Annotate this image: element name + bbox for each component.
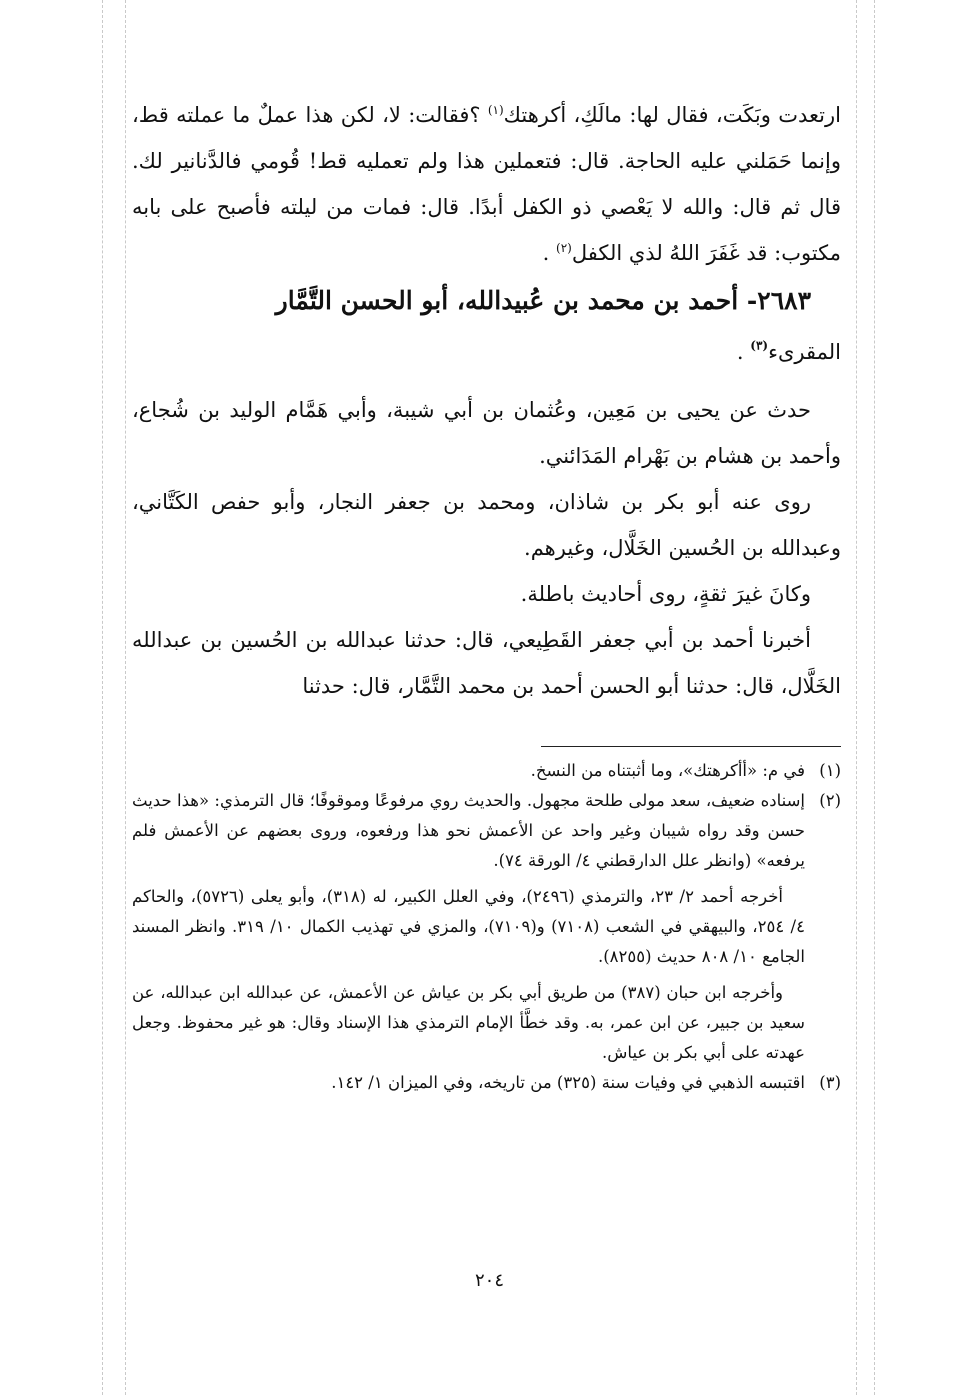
text-segment: . bbox=[542, 241, 556, 265]
footnote-3 bbox=[132, 1068, 841, 1098]
scan-artifact-line bbox=[874, 0, 875, 1395]
footnote-2 bbox=[132, 786, 841, 1068]
footnote-body bbox=[132, 786, 805, 1068]
footnote-number: (١) bbox=[819, 761, 841, 780]
entry-title-tail: المقرىء bbox=[768, 340, 841, 364]
main-text bbox=[132, 92, 841, 709]
entry-heading-tail bbox=[132, 326, 841, 377]
footnote-number: (٢) bbox=[819, 791, 841, 810]
page-number: ٢٠٤ bbox=[474, 1270, 504, 1291]
footnote-paragraph: وأخرجه ابن حبان (٣٨٧) من طريق أبي بكر بن عياش عن الأعمش، عن عبدالله ابن عبدالله، عن سعيد بن جبير، عن ابن عمر، به. وقد خطَّأ الإمام الترمذي هذا الإسناد وقال: هو غير محفوظ. وجعل عهدته على أبي بكر بن عياش. bbox=[132, 983, 805, 1062]
footnote-ref-2: (٢) bbox=[556, 241, 572, 255]
footnote-ref-1: (١) bbox=[487, 103, 504, 117]
paragraph-continuation bbox=[132, 92, 841, 276]
footnote-number: (٣) bbox=[819, 1073, 841, 1092]
paragraph-teachers: حدث عن يحيى بن مَعِين، وعُثمان بن أبي شيبة، وأبي هَمَّام الوليد بن شُجاع، وأحمد بن هشام بن بَهْرام المَدَائني. bbox=[132, 398, 841, 468]
scan-artifact-line bbox=[125, 0, 126, 1395]
scan-artifact-line bbox=[856, 0, 857, 1395]
text-segment: ؟فقالت: لا، لكن هذا عملٌ ما عملته قط، وإنما حَمَلني عليه الحاجة. قال: فتعملين هذا ولم تعمليه قط! قُومي فالدَّنانير لك. قال ثم قال: والله لا يَعْصي ذو الكفل أبدًا. قال: فمات من ليلته فأصبح على بابه مكتوب: قد غَفَرَ اللهُ لذي الكفل bbox=[132, 103, 841, 265]
footnote-ref-3: (٣) bbox=[750, 338, 769, 353]
footnote-body bbox=[132, 756, 805, 786]
text-segment: . bbox=[736, 340, 751, 364]
text-segment: ارتعدت وبَكَت، فقال لها: مالَكِ، أكرهتك bbox=[503, 103, 841, 127]
footnote-body bbox=[132, 1068, 805, 1098]
footnote-paragraph: أخرجه أحمد ٢/ ٢٣، والترمذي (٢٤٩٦)، وفي العلل الكبير، له (٣١٨)، وأبو يعلى (٥٧٢٦)، والحاكم ٤/ ٢٥٤، والبيهقي في الشعب (٧١٠٨) و(٧١٠٩)، والمزي في تهذيب الكمال ١٠/ ٣١٩. وانظر المسند الجامع ١٠/ ٨٠٨ حديث (٨٢٥٥). bbox=[132, 887, 805, 966]
paragraph-students: روى عنه أبو بكر بن شاذان، ومحمد بن جعفر النجار، وأبو حفص الكَتَّاني، وعبدالله بن الحُسين الخَلَّال، وغيرهم. bbox=[132, 490, 841, 560]
entry-heading bbox=[132, 276, 841, 326]
paragraph-assessment: وكانَ غيرَ ثقةٍ، روى أحاديث باطلة. bbox=[520, 582, 811, 606]
entry-title: ٢٦٨٣- أحمد بن محمد بن عُبيدالله، أبو الحسن التَّمَّار bbox=[275, 286, 811, 315]
footnote-separator bbox=[541, 746, 841, 747]
paragraph-isnad: أخبرنا أحمد بن أبي جعفر القَطِيعي، قال: حدثنا عبدالله بن الحُسين بن عبدالله الخَلَّال، قال: حدثنا أبو الحسن أحمد بن محمد التَّمَّار، قال: حدثنا bbox=[132, 628, 841, 698]
footnote-paragraph: اقتبسه الذهبي في وفيات سنة (٣٢٥) من تاريخه، وفي الميزان ١/ ١٤٢. bbox=[331, 1073, 805, 1092]
scan-artifact-line bbox=[102, 0, 103, 1395]
footnotes bbox=[132, 756, 841, 1098]
footnote-1 bbox=[132, 756, 841, 786]
footnote-paragraph: إسناده ضعيف، سعد مولى طلحة مجهول. والحديث روي مرفوعًا وموقوفًا؛ قال الترمذي: «هذا حديث حسن وقد رواه شيبان وغير واحد عن الأعمش نحو هذا ورفعوه، وروى بعضهم عن الأعمش فلم يرفعه» (وانظر علل الدارقطني ٤/ الورقة ٧٤). bbox=[132, 791, 805, 870]
footnote-paragraph: في م: «أأكرهتك»، وما أثبتناه من النسخ. bbox=[530, 761, 805, 780]
